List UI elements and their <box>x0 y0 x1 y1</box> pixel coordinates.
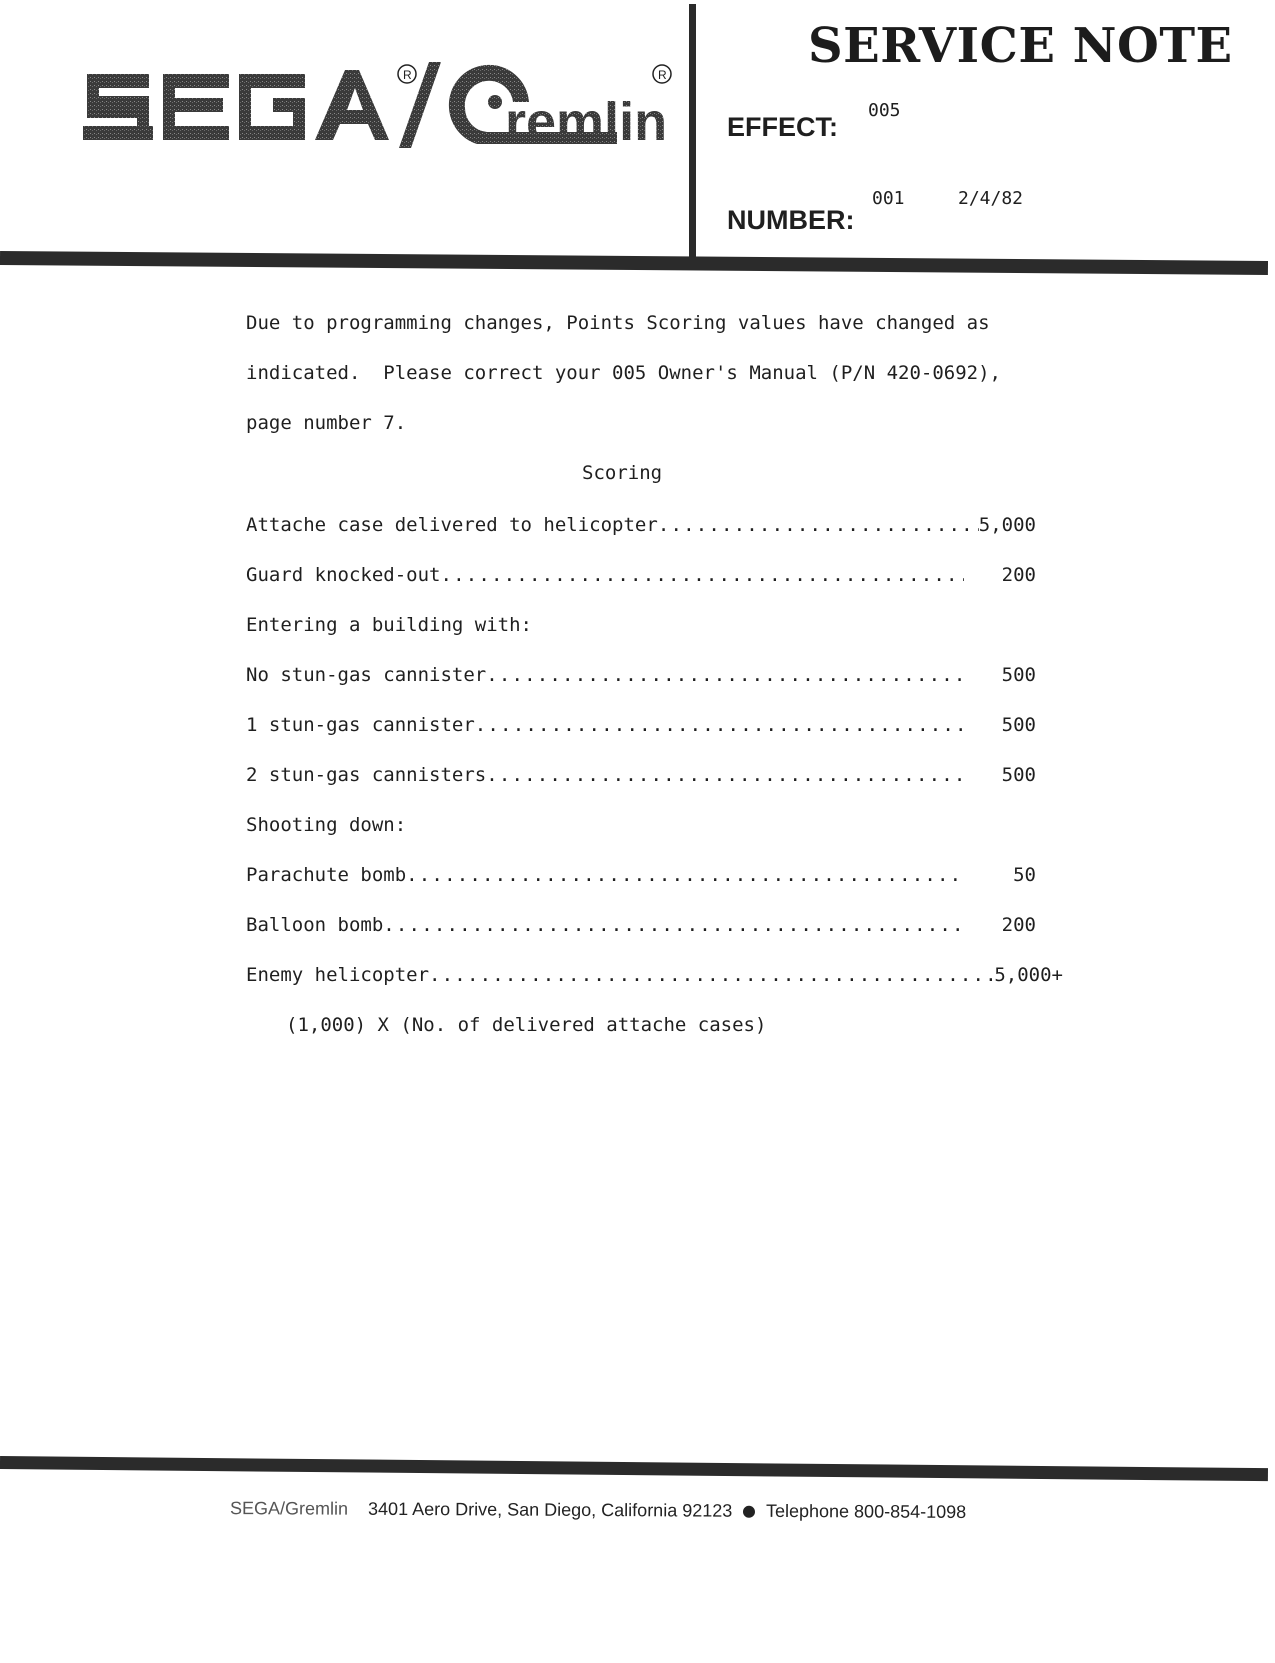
footer-brand: SEGA/Gremlin <box>229 1498 349 1519</box>
service-note-date: 2/4/82 <box>958 188 1024 209</box>
score-row <box>246 564 1036 586</box>
score-item-name: No stun-gas cannister <box>246 664 487 686</box>
svg-text:remlin: remlin <box>505 92 668 152</box>
number-label: NUMBER: <box>727 205 855 235</box>
score-row <box>246 714 1036 736</box>
header-divider <box>689 4 696 266</box>
score-item-name: Parachute bomb <box>246 864 407 886</box>
score-item-value: 200 <box>1001 914 1036 936</box>
effect-label: EFFECT: <box>727 112 838 142</box>
svg-text:R: R <box>403 68 412 82</box>
dot-leader <box>486 764 964 786</box>
score-item-value: 200 <box>1001 564 1036 586</box>
score-item-name: Guard knocked-out <box>246 564 441 586</box>
dot-leader <box>658 514 979 536</box>
score-item-name: 2 stun-gas cannisters <box>246 764 487 786</box>
score-group-heading: Shooting down: <box>246 814 407 836</box>
page-title: SERVICE NOTE <box>808 18 1233 74</box>
score-item-name: 1 stun-gas cannister <box>246 714 475 736</box>
effect-value: 005 <box>868 100 901 121</box>
score-item-name: Balloon bomb <box>246 914 384 936</box>
intro-line-2: indicated. Please correct your 005 Owner's Manual (P/N 420-0692), <box>246 362 1001 384</box>
score-row <box>246 664 1036 686</box>
scoring-heading: Scoring <box>582 462 663 484</box>
dot-leader <box>383 914 964 936</box>
sega-gremlin-logo <box>77 52 677 162</box>
score-item-value: 500 <box>1001 764 1036 786</box>
dot-leader <box>406 864 964 886</box>
score-item-value: 500 <box>1001 714 1036 736</box>
intro-line-1: Due to programming changes, Points Scoring values have changed as <box>246 312 990 334</box>
score-row <box>246 964 1063 986</box>
footer-rule <box>0 1456 1268 1481</box>
dot-leader <box>475 714 964 736</box>
score-item-value: 50 <box>1013 864 1036 886</box>
dot-leader <box>486 664 964 686</box>
score-item-value: 5,000 <box>978 514 1036 536</box>
score-row <box>246 914 1036 936</box>
footer-address-line <box>230 1498 966 1523</box>
score-item-value: 500 <box>1001 664 1036 686</box>
number-value: 001 <box>872 188 905 209</box>
score-group-heading: Entering a building with: <box>246 614 532 636</box>
score-row <box>246 864 1036 886</box>
header-rule <box>0 251 1268 275</box>
bullet-icon <box>743 1506 755 1518</box>
logo-graphic <box>77 52 677 162</box>
score-row <box>246 514 1036 536</box>
footer-telephone: Telephone 800-854-1098 <box>765 1500 967 1522</box>
score-row <box>246 764 1036 786</box>
score-item-name: Enemy helicopter <box>246 964 430 986</box>
score-item-name: Attache case delivered to helicopter <box>246 514 658 536</box>
dot-leader <box>429 964 994 986</box>
score-note: (1,000) X (No. of delivered attache cases) <box>286 1014 767 1036</box>
footer-address: 3401 Aero Drive, San Diego, California 92123 <box>368 1498 733 1521</box>
dot-leader <box>440 564 964 586</box>
score-item-value: 5,000+ <box>994 964 1063 986</box>
svg-text:R: R <box>658 68 667 82</box>
intro-line-3: page number 7. <box>246 412 407 434</box>
